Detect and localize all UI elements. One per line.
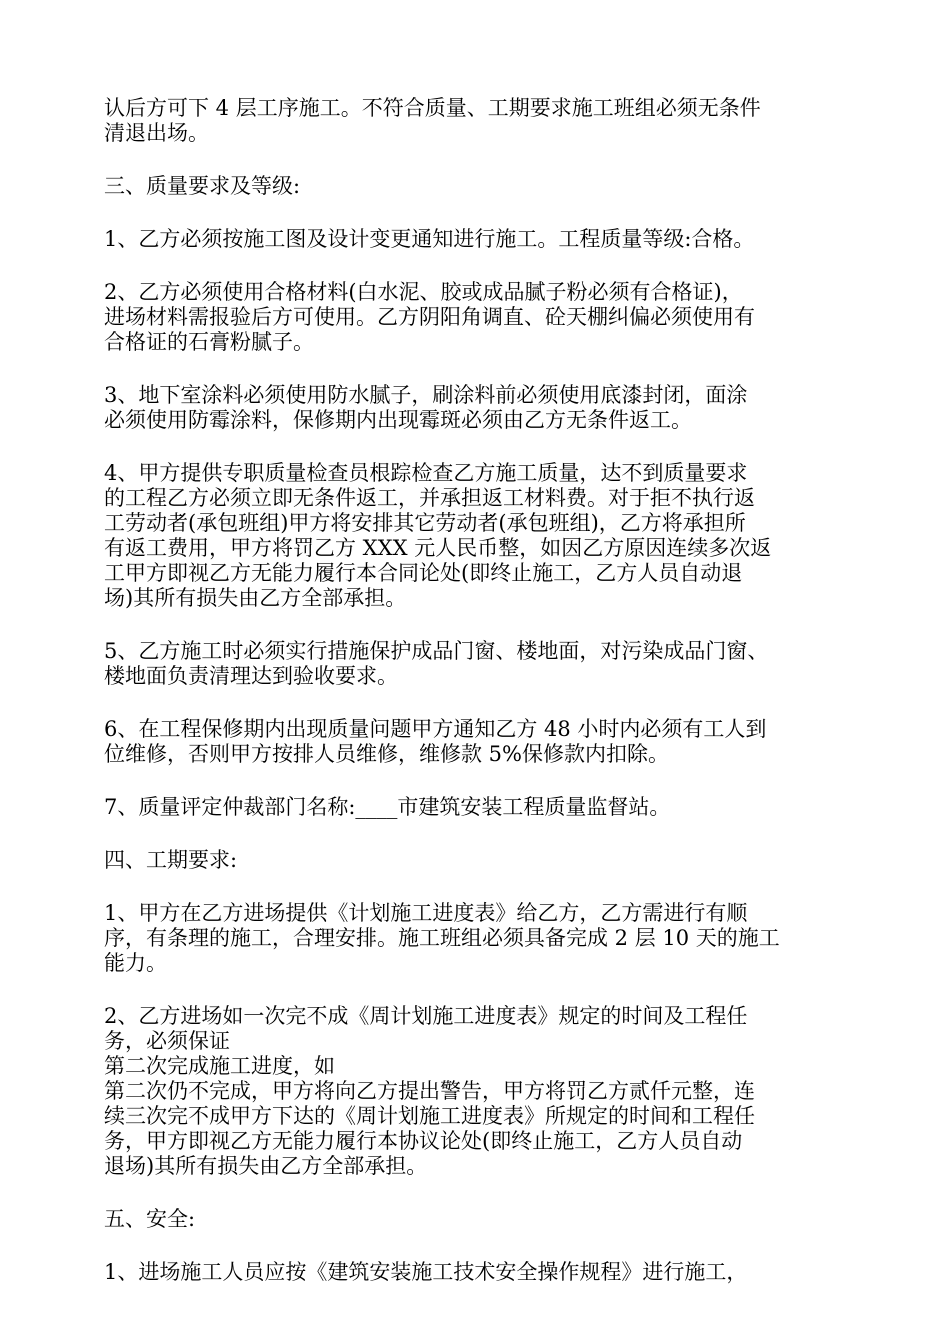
text-line: 有返工费用，甲方将罚乙方 XXX 元人民币整，如因乙方原因连续多次返 (104, 536, 772, 560)
paragraph (104, 1004, 854, 1179)
text-line: 3、地下室涂料必须使用防水腻子，刷涂料前必须使用底漆封闭，面涂 (104, 383, 748, 407)
text-line: 五、安全: (104, 1207, 196, 1231)
paragraph (104, 383, 854, 433)
paragraph (104, 901, 854, 976)
text-line: 务，甲方即视乙方无能力履行本协议论处(即终止施工，乙方人员自动 (104, 1129, 743, 1153)
paragraph (104, 717, 854, 767)
paragraph (104, 461, 854, 611)
paragraph (104, 795, 854, 820)
paragraph (104, 1207, 854, 1232)
text-line: 务，必须保证 (104, 1029, 230, 1053)
text-line: 能力。 (104, 951, 167, 975)
text-line: 认后方可下 4 层工序施工。不符合质量、工期要求施工班组必须无条件 (104, 96, 761, 120)
text-line: 合格证的石膏粉腻子。 (104, 330, 314, 354)
text-line: 清退出场。 (104, 121, 209, 145)
text-line: 工劳动者(承包班组)甲方将安排其它劳动者(承包班组)，乙方将承担所 (104, 511, 746, 535)
paragraph (104, 639, 854, 689)
text-line: 四、工期要求: (104, 848, 238, 872)
text-line: 2、乙方必须使用合格材料(白水泥、胶或成品腻子粉必须有合格证)， (104, 280, 743, 304)
text-line: 1、甲方在乙方进场提供《计划施工进度表》给乙方，乙方需进行有顺 (104, 901, 748, 925)
text-line: 必须使用防霉涂料，保修期内出现霉斑必须由乙方无条件返工。 (104, 408, 692, 432)
paragraph (104, 848, 854, 873)
text-line: 楼地面负责清理达到验收要求。 (104, 664, 398, 688)
paragraph (104, 174, 854, 199)
text-line: 进场材料需报验后方可使用。乙方阴阳角调直、砼天棚纠偏必须使用有 (104, 305, 755, 329)
text-line: 1、乙方必须按施工图及设计变更通知进行施工。工程质量等级:合格。 (104, 227, 755, 251)
text-line: 1、进场施工人员应按《建筑安装施工技术安全操作规程》进行施工， (104, 1260, 748, 1284)
text-line: 的工程乙方必须立即无条件返工，并承担返工材料费。对于拒不执行返 (104, 486, 755, 510)
text-line: 第二次完成施工进度，如 (104, 1054, 335, 1078)
text-line: 4、甲方提供专职质量检查员根踪检查乙方施工质量，达不到质量要求 (104, 461, 748, 485)
text-line: 退场)其所有损失由乙方全部承担。 (104, 1154, 428, 1178)
paragraph (104, 227, 854, 252)
text-line: 场)其所有损失由乙方全部承担。 (104, 586, 407, 610)
paragraph (104, 1260, 854, 1285)
text-line: 续三次完不成甲方下达的《周计划施工进度表》所规定的时间和工程任 (104, 1104, 755, 1128)
paragraph (104, 96, 854, 146)
text-line: 7、质量评定仲裁部门名称:____市建筑安装工程质量监督站。 (104, 795, 671, 819)
text-line: 工甲方即视乙方无能力履行本合同论处(即终止施工，乙方人员自动退 (104, 561, 743, 585)
text-line: 2、乙方进场如一次完不成《周计划施工进度表》规定的时间及工程任 (104, 1004, 748, 1028)
text-line: 6、在工程保修期内出现质量问题甲方通知乙方 48 小时内必须有工人到 (104, 717, 767, 741)
text-line: 位维修，否则甲方按排人员维修，维修款 5%保修款内扣除。 (104, 742, 669, 766)
text-line: 第二次仍不完成，甲方将向乙方提出警告，甲方将罚乙方贰仟元整，连 (104, 1079, 755, 1103)
paragraph (104, 280, 854, 355)
text-line: 三、质量要求及等级: (104, 174, 301, 198)
text-line: 序，有条理的施工，合理安排。施工班组必须具备完成 2 层 10 天的施工 (104, 926, 780, 950)
text-line: 5、乙方施工时必须实行措施保护成品门窗、楼地面，对污染成品门窗、 (104, 639, 769, 663)
